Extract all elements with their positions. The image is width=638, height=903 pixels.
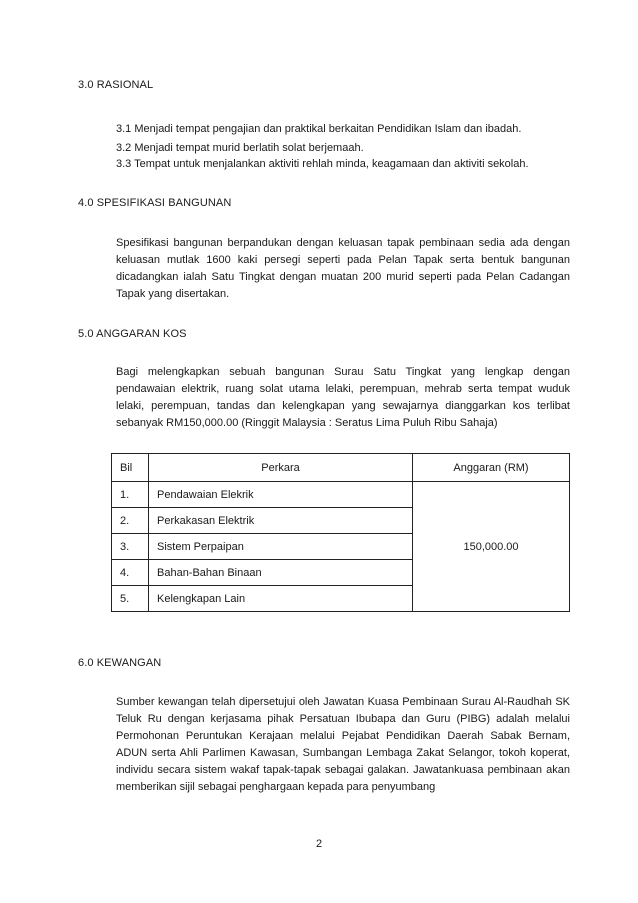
page-number: 2 [315,838,323,850]
header-anggaran: Anggaran (RM) [413,454,570,482]
heading-spesifikasi: 4.0 SPESIFIKASI BANGUNAN [78,197,232,209]
total-amount: 150,000.00 [413,482,570,612]
row-perkara: Pendawaian Elekrik [149,482,413,508]
row-perkara: Perkakasan Elektrik [149,508,413,534]
header-perkara: Perkara [149,454,413,482]
row-bil: 4. [112,560,149,586]
row-bil: 5. [112,586,149,612]
row-bil: 3. [112,534,149,560]
row-bil: 1. [112,482,149,508]
rasional-item-3: 3.3 Tempat untuk menjalankan aktiviti rehlah minda, keagamaan dan aktiviti sekolah. [116,158,529,170]
heading-rasional: 3.0 RASIONAL [78,79,154,91]
row-perkara: Sistem Perpaipan [149,534,413,560]
spesifikasi-paragraph: Spesifikasi bangunan berpandukan dengan keluasan tapak pembinaan sedia ada dengan keluasan mutlak 1600 kaki persegi seperti pada Pelan Tapak serta bentuk bangunan dicadangkan ialah Satu Tingkat dengan muatan 200 murid seperti pada Pelan Cadangan Tapak yang disertakan. [116,237,570,300]
rasional-item-2: 3.2 Menjadi tempat murid berlatih solat berjemaah. [116,142,364,154]
header-bil: Bil [112,454,149,482]
table-row [112,482,570,508]
row-perkara: Kelengkapan Lain [149,586,413,612]
heading-kewangan: 6.0 KEWANGAN [78,657,162,669]
anggaran-paragraph: Bagi melengkapkan sebuah bangunan Surau Satu Tingkat yang lengkap dengan pendawaian elektrik, ruang solat utama lelaki, perempuan, mehrab serta tempat wuduk lelaki, perempuan, tandas dan kelengkapan yang sewajarnya dianggarkan kos terlibat sebanyak RM150,000.00 (Ringgit Malaysia : Seratus Lima Puluh Ribu Sahaja) [116,366,570,429]
table-header-row [112,454,570,482]
row-perkara: Bahan-Bahan Binaan [149,560,413,586]
cost-table [111,453,570,612]
row-bil: 2. [112,508,149,534]
rasional-item-1: 3.1 Menjadi tempat pengajian dan praktikal berkaitan Pendidikan Islam dan ibadah. [116,123,522,135]
heading-anggaran: 5.0 ANGGARAN KOS [78,328,187,340]
kewangan-paragraph: Sumber kewangan telah dipersetujui oleh Jawatan Kuasa Pembinaan Surau Al-Raudhah SK Teluk Ru dengan kerjasama pihak Persatuan Ibubapa dan Guru (PIBG) adalah melalui Permohonan Peruntukan Kerajaan melalui Pejabat Pendidikan Daerah Sabak Bernam, ADUN serta Ahli Parlimen Kawasan, Sumbangan Lembaga Zakat Selangor, tokoh koperat, individu secara sistem wakaf tapak-tapak sebagai galakan. Jawatankuasa pembinaan akan memberikan sijil sebagai penghargaan kepada para penyumbang [116,696,570,793]
